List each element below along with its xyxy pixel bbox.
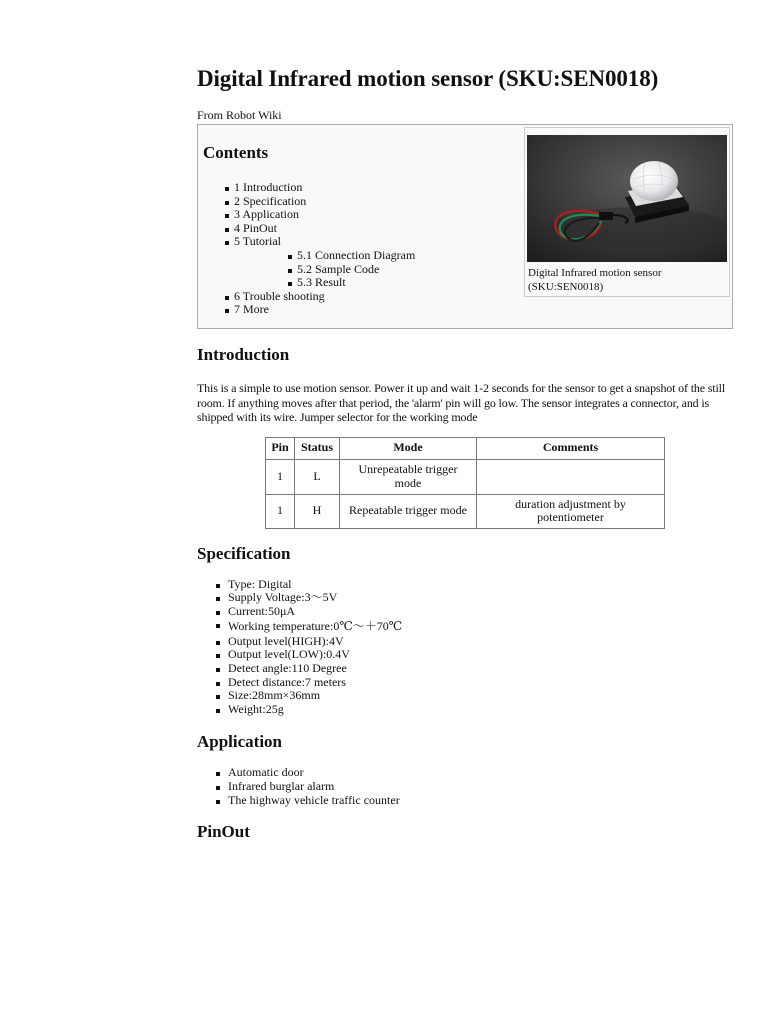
application-list [197, 766, 733, 807]
toc-list [203, 181, 415, 317]
table-of-contents [203, 143, 415, 317]
toc-subitem[interactable]: 5.1 Connection Diagram [234, 249, 415, 263]
toc-sublist [234, 249, 415, 290]
introduction-text: This is a simple to use motion sensor. Power it up and wait 1-2 seconds for the sensor to get a snapshot of the still room. If anything moves after that period, the 'alarm' pin will go low. The sensor integrates a connector, and is shipped with its wire. Jumper selector for the working mode [197, 381, 726, 424]
table-cell: 1 [266, 459, 295, 494]
introduction-heading: Introduction [197, 345, 290, 364]
pinout-heading: PinOut [197, 822, 250, 842]
list-item: Infrared burglar alarm [197, 780, 733, 794]
table-cell: Repeatable trigger mode [340, 494, 477, 528]
table-cell: H [295, 494, 340, 528]
thumbnail-caption: Digital Infrared motion sensor (SKU:SEN0018) [528, 267, 662, 293]
table-cell: L [295, 459, 340, 494]
column-header: Mode [340, 437, 477, 459]
toc-item[interactable]: 2 Specification [203, 195, 415, 209]
toc-item[interactable]: 3 Application [203, 208, 415, 222]
toc-item[interactable]: 5 Tutorial 5.1 Connection Diagram 5.2 Sample Code 5.3 Result [203, 235, 415, 289]
product-thumbnail [524, 127, 730, 297]
toc-item[interactable]: 7 More [203, 303, 415, 317]
list-item: Weight:25g [197, 703, 733, 717]
list-item: Output level(LOW):0.4V [197, 648, 733, 662]
table-row [266, 459, 665, 494]
list-item: Working temperature:0℃～＋70℃ [197, 618, 733, 635]
toc-item[interactable]: 6 Trouble shooting [203, 290, 415, 304]
table-cell [477, 459, 665, 494]
column-header: Pin [266, 437, 295, 459]
contents-box [197, 124, 733, 329]
specification-list [197, 578, 733, 717]
list-item: The highway vehicle traffic counter [197, 794, 733, 808]
page-title: Digital Infrared motion sensor (SKU:SEN0018) [197, 66, 659, 91]
list-item: Automatic door [197, 766, 733, 780]
list-item: Type: Digital [197, 578, 733, 592]
toc-subitem[interactable]: 5.2 Sample Code [234, 263, 415, 277]
list-item: Supply Voltage:3～5V [197, 591, 733, 605]
table-row [266, 494, 665, 528]
toc-item[interactable]: 1 Introduction [203, 181, 415, 195]
column-header: Comments [477, 437, 665, 459]
specification-heading: Specification [197, 543, 291, 563]
list-item: Current:50μA [197, 605, 733, 619]
site-subtitle: From Robot Wiki [197, 108, 282, 122]
list-item: Output level(HIGH):4V [197, 635, 733, 649]
toc-item[interactable]: 4 PinOut [203, 222, 415, 236]
toc-subitem[interactable]: 5.3 Result [234, 276, 415, 290]
toc-heading: Contents [203, 143, 269, 162]
product-photo[interactable] [527, 135, 727, 262]
list-item: Detect distance:7 meters [197, 676, 733, 690]
application-heading: Application [197, 732, 283, 752]
table-cell: Unrepeatable trigger mode [340, 459, 477, 494]
mode-table [265, 437, 665, 529]
table-cell: 1 [266, 494, 295, 528]
list-item: Size:28mm×36mm [197, 689, 733, 703]
table-cell: duration adjustment by potentiometer [477, 494, 665, 528]
list-item: Detect angle:110 Degree [197, 662, 733, 676]
article [197, 64, 733, 842]
column-header: Status [295, 437, 340, 459]
